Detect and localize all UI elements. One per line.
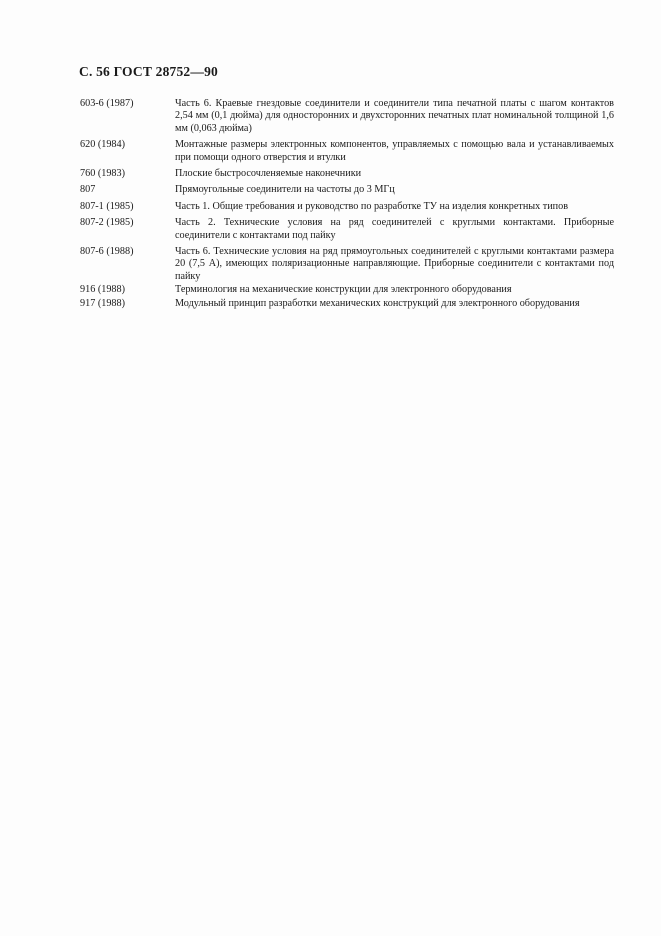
standard-title: Терминология на механические конструкции для электронного оборудования bbox=[175, 284, 512, 296]
standard-title: Модульный принцип разработки механических конструкций для электронного оборудования bbox=[175, 297, 580, 309]
standard-code: 807 bbox=[80, 184, 96, 196]
standard-code: 807-6 (1988) bbox=[80, 246, 134, 258]
standard-code: 603-6 (1987) bbox=[80, 98, 134, 109]
standard-title: Часть 2. Технические условия на ряд соединителей с круглыми контактами. Приборные соединители с контактами под пайку bbox=[175, 217, 614, 241]
page-header: С. 56 ГОСТ 28752—90 bbox=[79, 64, 218, 79]
list-item bbox=[80, 201, 614, 213]
standard-code: 807-1 (1985) bbox=[80, 200, 134, 212]
list-item bbox=[80, 217, 614, 242]
standard-code: 620 (1984) bbox=[80, 139, 125, 151]
list-item bbox=[80, 98, 614, 135]
list-item bbox=[80, 168, 614, 180]
list-item bbox=[80, 298, 614, 310]
standard-title: Часть 1. Общие требования и руководство по разработке ТУ на изделия конкретных типов bbox=[175, 200, 569, 212]
list-item bbox=[80, 284, 614, 296]
standard-code: 917 (1988) bbox=[80, 297, 125, 309]
standard-code: 807-2 (1985) bbox=[80, 217, 134, 229]
standard-title: Часть 6. Технические условия на ряд прямоугольных соединителей с круглыми контактами размера 20 (7,5 А), имеющих поляризационные направляющие. Приборные соединители с контактами под пайку bbox=[175, 246, 614, 282]
standard-code: 916 (1988) bbox=[80, 284, 125, 296]
list-item bbox=[80, 139, 614, 164]
standard-title: Плоские быстросочленяемые наконечники bbox=[175, 168, 362, 180]
standards-list bbox=[80, 98, 614, 314]
list-item bbox=[80, 246, 614, 283]
standard-title: Часть 6. Краевые гнездовые соединители и соединители типа печатной платы с шагом контактов 2,54 мм (0,1 дюйма) для односторонних и двухсторонних печатных плат номинальной толщиной 1,6 мм (0,063 дюйма) bbox=[175, 98, 614, 134]
standard-title: Прямоугольные соединители на частоты до 3 МГц bbox=[175, 184, 395, 196]
standard-title: Монтажные размеры электронных компонентов, управляемых с помощью вала и устанавливаемых при помощи одного отверстия и втулки bbox=[175, 139, 614, 163]
list-item bbox=[80, 184, 614, 196]
standard-code: 760 (1983) bbox=[80, 168, 125, 180]
